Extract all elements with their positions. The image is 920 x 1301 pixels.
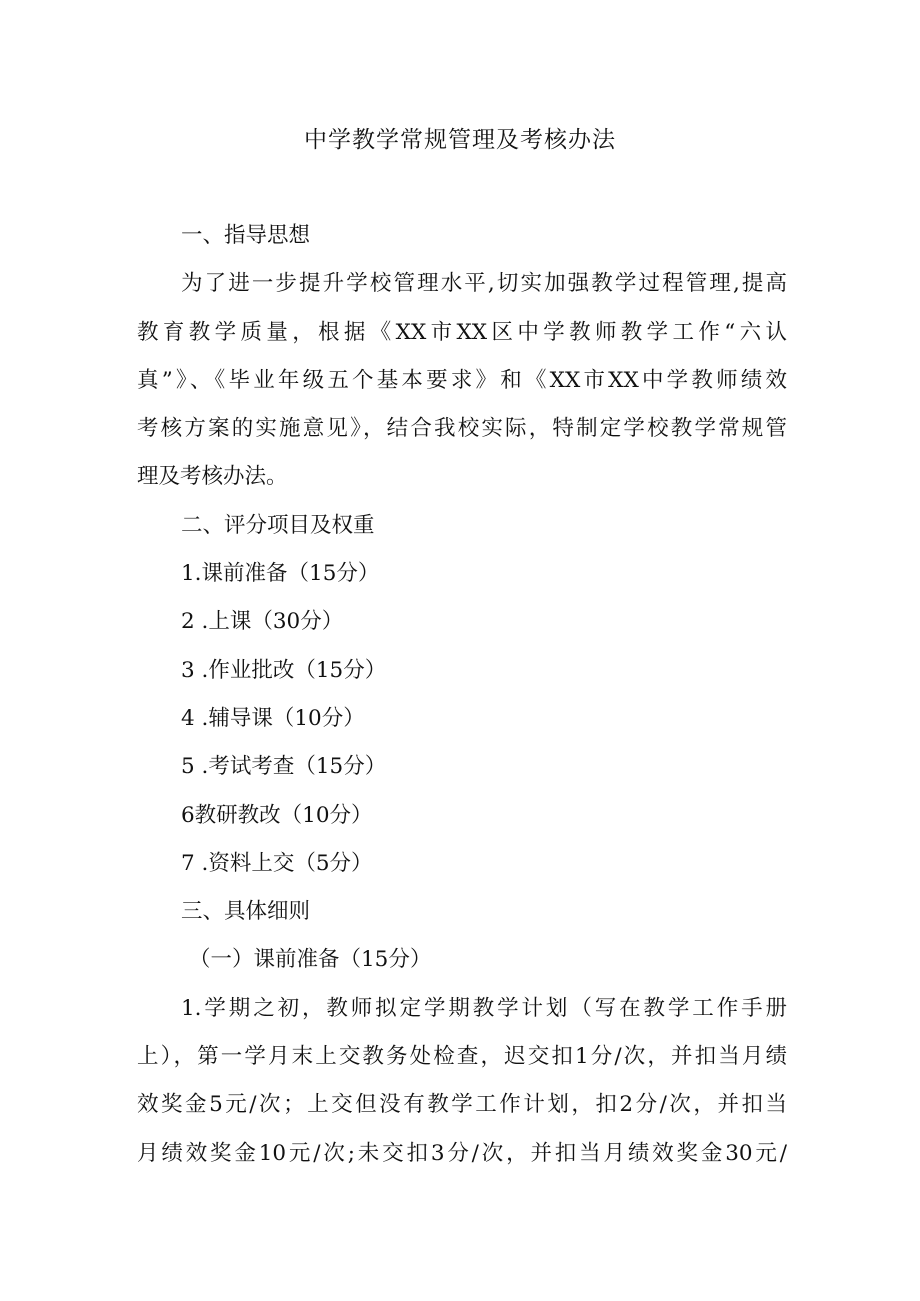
paragraph-line: 为了进一步提升学校管理水平,切实加强教学过程管理,提高 <box>181 271 787 297</box>
subsection-heading: （一）课前准备（15分） <box>189 947 432 973</box>
list-item: 7 .资料上交（5分） <box>181 850 373 876</box>
paragraph-line: 月绩效奖金10元/次;未交扣3分/次，并扣当月绩效奖金30元/ <box>137 1140 787 1166</box>
paragraph-line: 1.学期之初，教师拟定学期教学计划（写在教学工作手册 <box>181 995 787 1021</box>
list-item: 1.课前准备（15分） <box>181 561 380 587</box>
section-heading: 二、评分项目及权重 <box>181 512 375 538</box>
paragraph-line: 教育教学质量，根据《XX市XX区中学教师教学工作“六认 <box>137 319 787 345</box>
paragraph-line: 真”》、《毕业年级五个基本要求》和《XX市XX中学教师绩效 <box>137 367 787 393</box>
paragraph-line: 效奖金5元/次；上交但没有教学工作计划，扣2分/次，并扣当 <box>137 1092 787 1118</box>
section-heading: 一、指导思想 <box>181 223 311 248</box>
list-item: 6教研教改（10分） <box>181 802 373 828</box>
list-item: 3 .作业批改（15分） <box>181 657 387 683</box>
list-item: 5 .考试考查（15分） <box>181 754 387 780</box>
list-item: 4 .辅导课（10分） <box>181 705 365 731</box>
list-item: 2 .上课（30分） <box>181 609 344 635</box>
paragraph-line: 理及考核办法。 <box>137 464 288 490</box>
document-body <box>137 212 787 1178</box>
paragraph-line: 考核方案的实施意见》，结合我校实际，特制定学校教学常规管 <box>137 416 787 442</box>
paragraph-line: 上），第一学月末上交教务处检查，迟交扣1分/次，并扣当月绩 <box>137 1044 787 1070</box>
section-heading: 三、具体细则 <box>181 899 311 925</box>
document-title: 中学教学常规管理及考核办法 <box>304 127 616 153</box>
